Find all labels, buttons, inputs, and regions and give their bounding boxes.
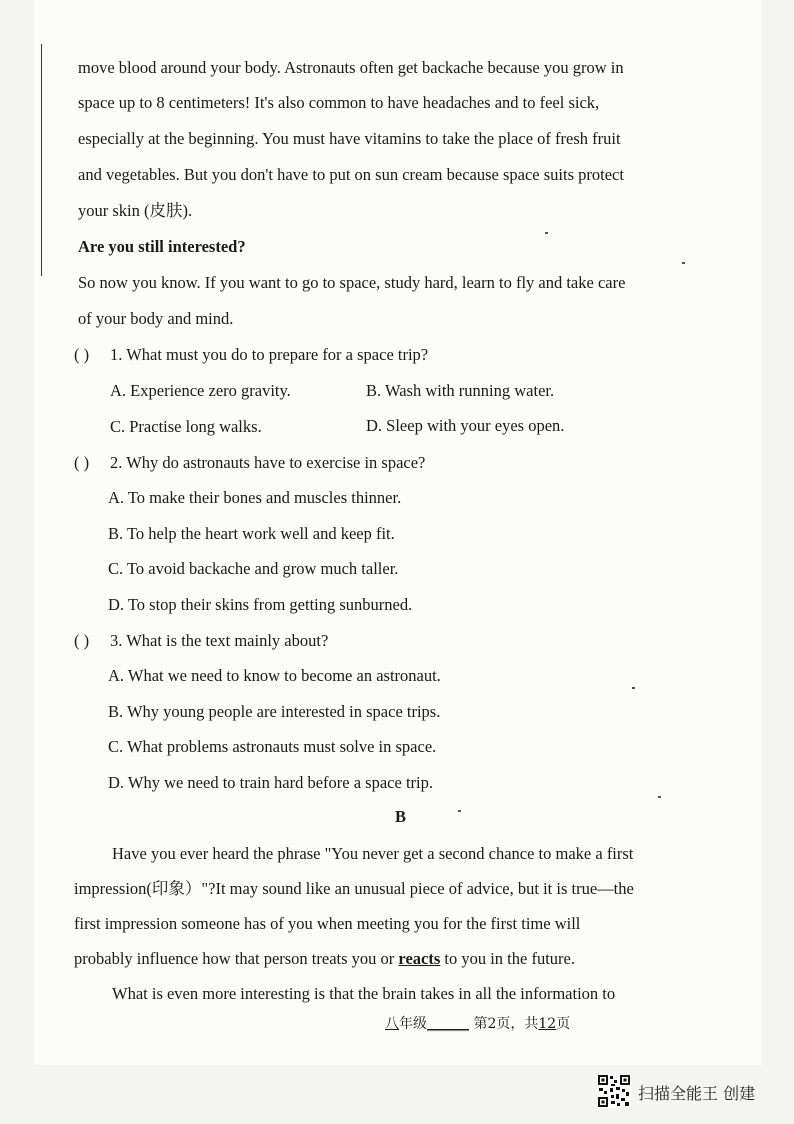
underlined-word: reacts: [398, 949, 441, 968]
grade-blank: ______: [427, 1016, 469, 1032]
question-stem: 2. Why do astronauts have to exercise in space?: [110, 453, 426, 472]
qr-code-icon: [597, 1074, 631, 1108]
answer-blank[interactable]: ( ): [74, 345, 90, 364]
binding-margin-line: [41, 44, 42, 276]
option: A. Experience zero gravity.: [110, 381, 291, 400]
page-total: 12: [538, 1016, 557, 1032]
option: C. Practise long walks.: [110, 417, 262, 436]
option: C. What problems astronauts must solve in space.: [108, 737, 437, 756]
option: A. What we need to know to become an astronaut.: [108, 666, 441, 685]
page-footer: [385, 1013, 570, 1033]
section-heading: Are you still interested?: [78, 237, 246, 256]
page-suffix: 页: [556, 1016, 571, 1032]
passage-line: Have you ever heard the phrase "You never get a second chance to make a first: [112, 844, 634, 863]
passage-line: move blood around your body. Astronauts often get backache because you grow in: [78, 58, 624, 77]
scan-speck: [632, 687, 635, 689]
question-3: [74, 631, 328, 651]
scanner-watermark-text: 扫描全能王 创建: [638, 1084, 756, 1103]
option: D. To stop their skins from getting sunburned.: [108, 595, 413, 614]
scan-speck: [458, 810, 461, 812]
passage-line: What is even more interesting is that the brain takes in all the information to: [112, 984, 616, 1003]
grade-suffix: 年级: [399, 1016, 427, 1032]
page-info: 第2页，共: [469, 1016, 539, 1032]
grade-value: 八: [385, 1016, 399, 1032]
section-b-label: B: [395, 807, 407, 826]
scan-speck: [658, 796, 661, 798]
question-2: [74, 453, 425, 473]
option: B. To help the heart work well and keep fit.: [108, 524, 395, 543]
answer-blank[interactable]: ( ): [74, 631, 90, 650]
answer-blank[interactable]: ( ): [74, 453, 90, 472]
scan-speck: [545, 232, 548, 234]
question-stem: 3. What is the text mainly about?: [110, 631, 329, 650]
passage-line: and vegetables. But you don't have to put on sun cream because space suits protect: [78, 165, 624, 184]
text-run: probably influence how that person treats you or: [74, 949, 399, 968]
passage-line: first impression someone has of you when meeting you for the first time will: [74, 914, 581, 933]
text-run: to you in the future.: [440, 949, 575, 968]
option: D. Why we need to train hard before a space trip.: [108, 773, 433, 792]
option: B. Why young people are interested in space trips.: [108, 702, 441, 721]
passage-line: impression(印象）"?It may sound like an unusual piece of advice, but it is true—the: [74, 879, 634, 898]
passage-line: [74, 949, 575, 969]
option: B. Wash with running water.: [366, 381, 555, 400]
passage-line: space up to 8 centimeters! It's also common to have headaches and to feel sick,: [78, 93, 600, 112]
question-1: [74, 345, 428, 365]
scan-speck: [682, 262, 685, 264]
passage-line: your skin (皮肤).: [78, 201, 193, 220]
question-stem: 1. What must you do to prepare for a space trip?: [110, 345, 429, 364]
passage-line: So now you know. If you want to go to space, study hard, learn to fly and take care: [78, 273, 626, 292]
option: D. Sleep with your eyes open.: [366, 416, 565, 435]
option: C. To avoid backache and grow much taller.: [108, 559, 399, 578]
passage-line: especially at the beginning. You must have vitamins to take the place of fresh fruit: [78, 129, 621, 148]
passage-line: of your body and mind.: [78, 309, 234, 328]
option: A. To make their bones and muscles thinner.: [108, 488, 402, 507]
